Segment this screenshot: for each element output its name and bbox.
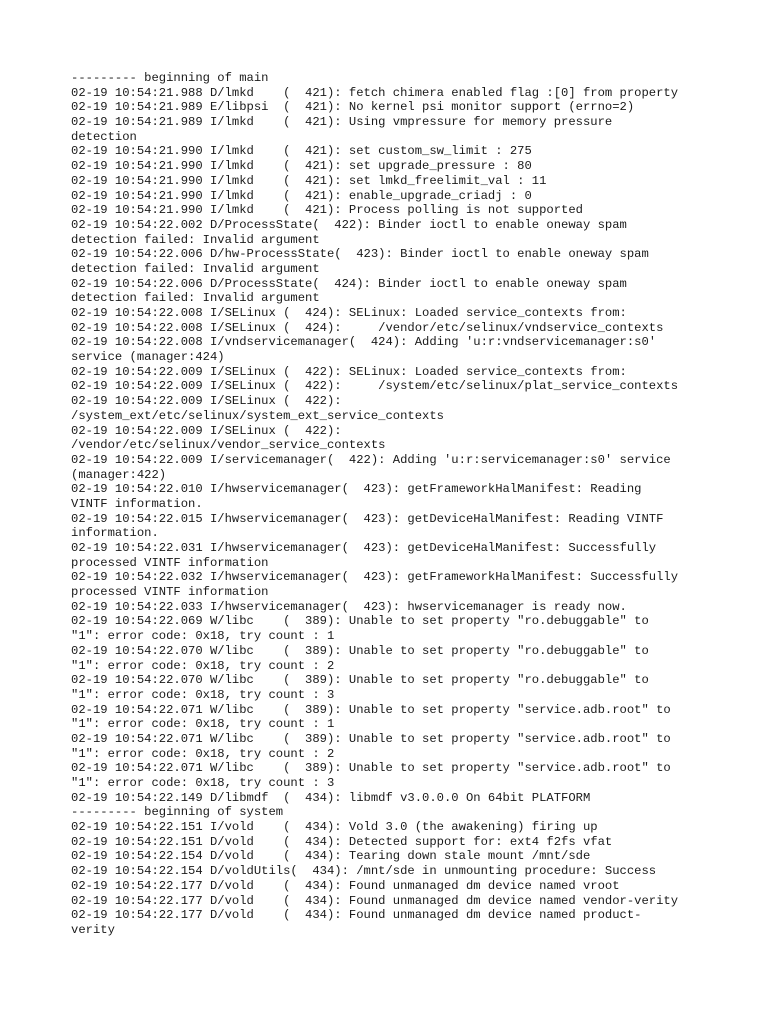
log-line: 02-19 10:54:22.033 I/hwservicemanager( 423): hwservicemanager is ready now. [71, 599, 627, 614]
log-line: 02-19 10:54:22.008 I/SELinux ( 424): SELinux: Loaded service_contexts from: [71, 306, 627, 320]
log-line: 02-19 10:54:22.009 I/SELinux ( 422): /system/etc/selinux/plat_service_contexts [71, 379, 679, 394]
log-line: 02-19 10:54:22.006 D/ProcessState( 424): Binder ioctl to enable oneway spam [71, 276, 627, 291]
log-line: "1": error code: 0x18, try count : 3 [71, 687, 335, 702]
log-line: 02-19 10:54:22.009 I/servicemanager( 422): Adding 'u:r:servicemanager:s0' service [71, 452, 671, 467]
log-line: 02-19 10:54:22.009 I/SELinux ( 422): [71, 423, 342, 438]
log-line: 02-19 10:54:21.990 I/lmkd ( 421): set lmkd_freelimit_val : 11 [71, 173, 547, 188]
log-line: 02-19 10:54:22.032 I/hwservicemanager( 423): getFrameworkHalManifest: Successfully [71, 570, 679, 585]
log-line: 02-19 10:54:22.071 W/libc ( 389): Unable to set property "service.adb.root" to [71, 702, 671, 717]
log-line: 02-19 10:54:21.989 E/libpsi ( 421): No kernel psi monitor support (errno=2) [71, 100, 635, 115]
log-line: processed VINTF information [71, 555, 269, 570]
log-line: 02-19 10:54:21.990 I/lmkd ( 421): enable_upgrade_criadj : 0 [71, 188, 532, 203]
log-line: information. [71, 526, 159, 541]
log-line: "1": error code: 0x18, try count : 3 [71, 776, 335, 790]
log-line: detection failed: Invalid argument [71, 291, 320, 306]
log-line: verity [71, 922, 115, 937]
log-line: processed VINTF information [71, 585, 269, 600]
log-line: 02-19 10:54:22.177 D/vold ( 434): Found unmanaged dm device named product- [71, 908, 642, 923]
log-line: "1": error code: 0x18, try count : 2 [71, 746, 335, 761]
log-line: 02-19 10:54:22.151 D/vold ( 434): Detected support for: ext4 f2fs vfat [71, 834, 613, 849]
log-line: service (manager:424) [71, 350, 225, 365]
log-line: "1": error code: 0x18, try count : 1 [71, 717, 335, 732]
log-line: "1": error code: 0x18, try count : 2 [71, 658, 335, 673]
log-line: 02-19 10:54:22.177 D/vold ( 434): Found unmanaged dm device named vendor-verity [71, 893, 679, 908]
log-line: --------- beginning of system [71, 805, 284, 820]
log-line: 02-19 10:54:22.154 D/voldUtils( 434): /mnt/sde in unmounting procedure: Success [71, 864, 657, 879]
log-line: 02-19 10:54:21.990 I/lmkd ( 421): Process polling is not supported [71, 203, 583, 218]
log-line: 02-19 10:54:22.010 I/hwservicemanager( 423): getFrameworkHalManifest: Reading [71, 482, 642, 497]
log-line: 02-19 10:54:22.071 W/libc ( 389): Unable to set property "service.adb.root" to [71, 761, 671, 776]
log-line: 02-19 10:54:21.988 D/lmkd ( 421): fetch chimera enabled flag :[0] from property [71, 85, 679, 100]
log-line: 02-19 10:54:22.008 I/vndservicemanager( 424): Adding 'u:r:vndservicemanager:s0' [71, 335, 657, 350]
log-line: 02-19 10:54:22.008 I/SELinux ( 424): /vendor/etc/selinux/vndservice_contexts [71, 320, 664, 335]
log-line: "1": error code: 0x18, try count : 1 [71, 629, 335, 644]
log-line: 02-19 10:54:22.002 D/ProcessState( 422): Binder ioctl to enable oneway spam [71, 217, 627, 232]
log-line: 02-19 10:54:22.149 D/libmdf ( 434): libmdf v3.0.0.0 On 64bit PLATFORM [71, 790, 591, 805]
log-line: 02-19 10:54:22.031 I/hwservicemanager( 423): getDeviceHalManifest: Successfully [71, 541, 657, 555]
log-line: 02-19 10:54:21.990 I/lmkd ( 421): set upgrade_pressure : 80 [71, 159, 532, 174]
log-line: --------- beginning of main [71, 71, 269, 85]
log-line: VINTF information. [71, 496, 203, 511]
log-line: detection [71, 129, 137, 144]
log-line: 02-19 10:54:22.015 I/hwservicemanager( 423): getDeviceHalManifest: Reading VINTF [71, 511, 664, 526]
log-line: 02-19 10:54:22.009 I/SELinux ( 422): [71, 394, 342, 409]
log-line: 02-19 10:54:22.151 I/vold ( 434): Vold 3.0 (the awakening) firing up [71, 820, 598, 835]
log-line: 02-19 10:54:22.006 D/hw-ProcessState( 423): Binder ioctl to enable oneway spam [71, 247, 649, 262]
log-line: (manager:422) [71, 467, 167, 482]
log-line: 02-19 10:54:22.069 W/libc ( 389): Unable to set property "ro.debuggable" to [71, 614, 649, 629]
log-line: 02-19 10:54:22.070 W/libc ( 389): Unable to set property "ro.debuggable" to [71, 673, 649, 688]
log-line: 02-19 10:54:22.009 I/SELinux ( 422): SELinux: Loaded service_contexts from: [71, 364, 627, 379]
log-line: detection failed: Invalid argument [71, 261, 320, 276]
log-document [71, 71, 701, 938]
log-line: /vendor/etc/selinux/vendor_service_contexts [71, 438, 386, 453]
log-line: /system_ext/etc/selinux/system_ext_service_contexts [71, 408, 444, 423]
log-line: detection failed: Invalid argument [71, 232, 320, 247]
log-line: 02-19 10:54:21.989 I/lmkd ( 421): Using vmpressure for memory pressure [71, 115, 613, 130]
log-line: 02-19 10:54:22.177 D/vold ( 434): Found unmanaged dm device named vroot [71, 878, 620, 893]
log-line: 02-19 10:54:21.990 I/lmkd ( 421): set custom_sw_limit : 275 [71, 144, 532, 159]
log-line: 02-19 10:54:22.070 W/libc ( 389): Unable to set property "ro.debuggable" to [71, 643, 649, 658]
log-line: 02-19 10:54:22.071 W/libc ( 389): Unable to set property "service.adb.root" to [71, 731, 671, 746]
log-line: 02-19 10:54:22.154 D/vold ( 434): Tearing down stale mount /mnt/sde [71, 849, 591, 864]
